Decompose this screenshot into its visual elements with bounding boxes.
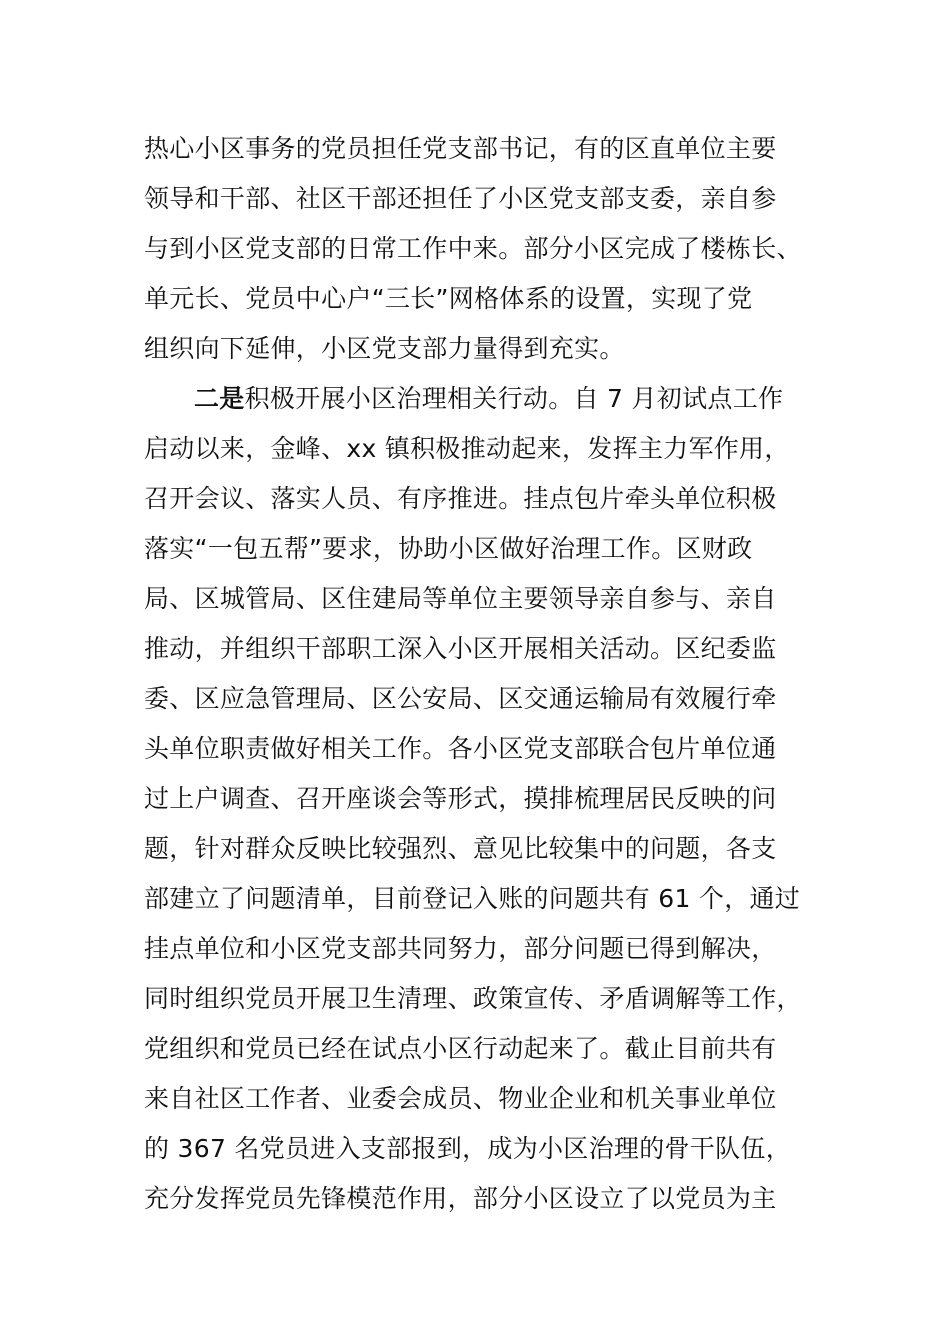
paragraph-line: 与到小区党支部的日常工作中来。部分小区完成了楼栋长、 [144,234,802,263]
paragraph-line: 的 367 名党员进入支部报到，成为小区治理的骨干队伍， [144,1134,792,1163]
paragraph-line: 来自社区工作者、业委会成员、物业企业和机关事业单位 [144,1084,777,1113]
paragraph-line: 组织向下延伸，小区党支部力量得到充实。 [144,334,625,363]
paragraph-lead-bold: 二是 [194,384,245,413]
paragraph-line: 过上户调查、召开座谈会等形式，摸排梳理居民反映的问 [144,784,777,813]
paragraph-line: 局、区城管局、区住建局等单位主要领导亲自参与、亲自 [144,584,777,613]
paragraph-line: 单元长、党员中心户“三长”网格体系的设置，实现了党 [144,284,753,313]
paragraph-line: 领导和干部、社区干部还担任了小区党支部支委，亲自参 [144,184,777,213]
paragraph-line: 同时组织党员开展卫生清理、政策宣传、矛盾调解等工作， [144,984,802,1013]
paragraph-line: 召开会议、落实人员、有序推进。挂点包片牵头单位积极 [144,484,777,513]
paragraph-line: 题，针对群众反映比较强烈、意见比较集中的问题，各支 [144,834,777,863]
paragraph-line: 落实“一包五帮”要求，协助小区做好治理工作。区财政 [144,534,753,563]
paragraph-first-line [194,386,783,411]
paragraph-line: 头单位职责做好相关工作。各小区党支部联合包片单位通 [144,734,777,763]
paragraph-line: 启动以来，金峰、xx 镇积极推动起来，发挥主力军作用， [144,434,790,463]
paragraph-line: 充分发挥党员先锋模范作用，部分小区设立了以党员为主 [144,1184,777,1213]
paragraph-line: 挂点单位和小区党支部共同努力，部分问题已得到解决， [144,934,777,963]
paragraph-line: 热心小区事务的党员担任党支部书记，有的区直单位主要 [144,134,777,163]
paragraph-line: 委、区应急管理局、区公安局、区交通运输局有效履行牵 [144,684,777,713]
paragraph-line: 党组织和党员已经在试点小区行动起来了。截止目前共有 [144,1034,777,1063]
paragraph-line: 推动，并组织干部职工深入小区开展相关活动。区纪委监 [144,634,777,663]
paragraph-line: 部建立了问题清单，目前登记入账的问题共有 61 个，通过 [144,884,801,913]
paragraph-first-line-text: 积极开展小区治理相关行动。自 7 月初试点工作 [244,384,784,413]
